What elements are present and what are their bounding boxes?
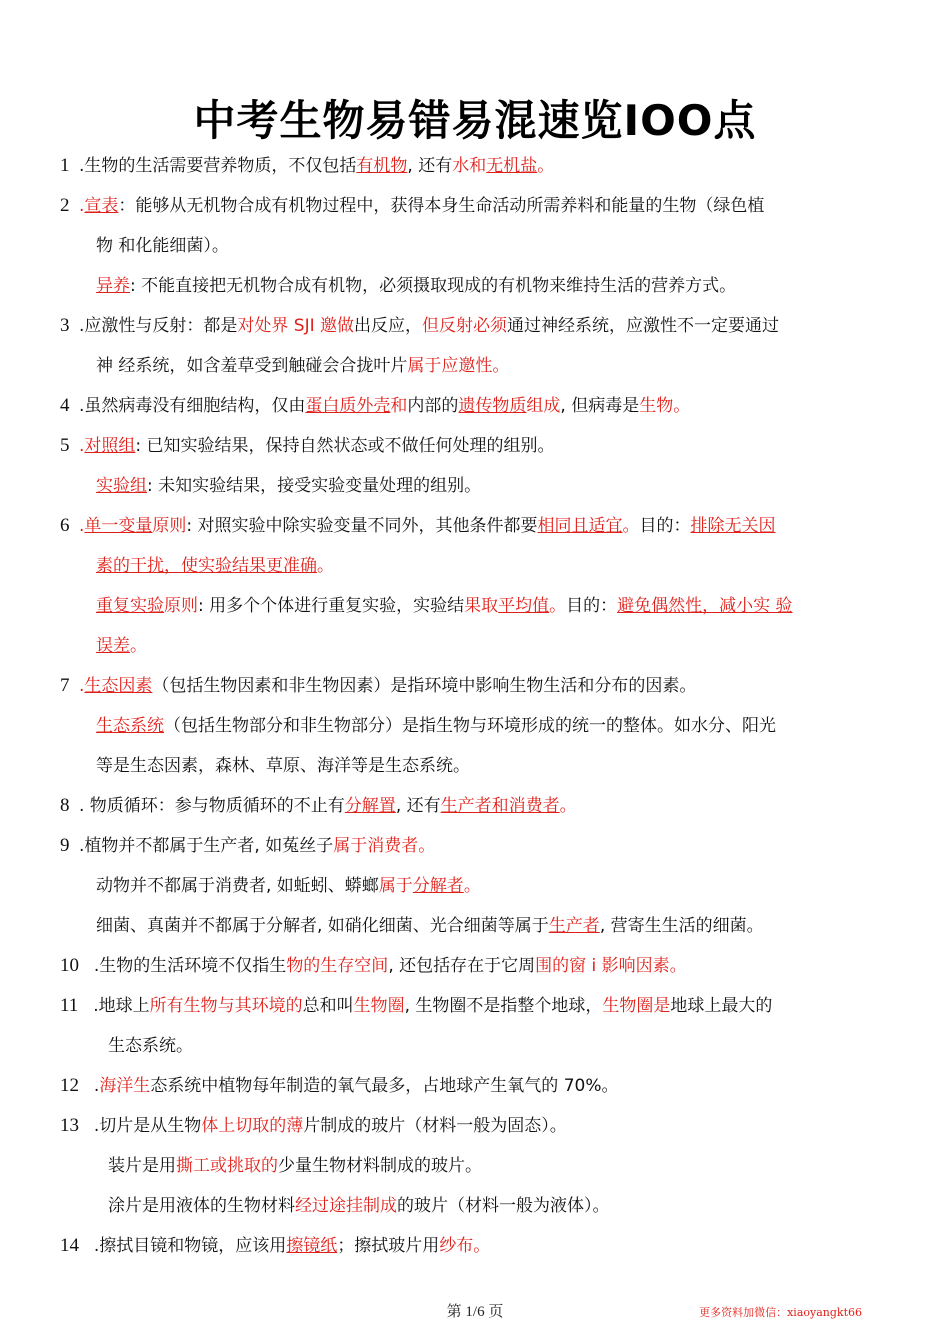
item-number: 10 xyxy=(60,955,89,976)
highlight-text: 属于应邀性。 xyxy=(407,356,510,376)
text-segment: 通过神经系统，应激性不一定要通过 xyxy=(507,316,780,336)
highlight-text: 相同且适宜 xyxy=(537,516,623,536)
text-line xyxy=(60,666,890,706)
text-segment: 涂片是用液体的生物材料 xyxy=(108,1196,295,1216)
item-number: 6 xyxy=(60,515,79,536)
text-line xyxy=(60,706,890,746)
item-number: 4 xyxy=(60,395,79,416)
text-segment: ；擦拭玻片用 xyxy=(337,1236,440,1256)
highlight-text: 水和 xyxy=(452,156,487,176)
text-segment: 片制成的玻片（材料一般为固态）。 xyxy=(303,1116,567,1136)
highlight-text: 对处界 SJI 邀做 xyxy=(237,316,355,336)
text-segment: , 营寄生生活的细菌。 xyxy=(599,916,764,936)
text-segment: , 还有 xyxy=(407,156,453,176)
highlight-text: 。 xyxy=(622,516,640,536)
text-line xyxy=(60,626,890,666)
text-line xyxy=(60,986,890,1026)
highlight-text: 擦镜纸 xyxy=(286,1236,338,1256)
highlight-text: 生态因素 xyxy=(84,676,153,696)
highlight-text: 分解置 xyxy=(344,796,396,816)
highlight-text: 。 xyxy=(317,556,334,576)
highlight-text: 生产者和消费者 xyxy=(440,796,560,816)
text-line xyxy=(60,306,890,346)
item-number: 8 xyxy=(60,795,79,816)
text-segment: : 对照实验中除实验变量不同外，其他条件都要 xyxy=(186,516,538,536)
text-line xyxy=(60,1226,890,1266)
item-number: 2 xyxy=(60,195,79,216)
highlight-text: 但反射必须 xyxy=(422,316,508,336)
text-segment: 动物并不都属于消费者, 如蚯蚓、蟒螂 xyxy=(96,876,379,896)
item-number: 1 xyxy=(60,155,79,176)
highlight-text: 生产者 xyxy=(548,916,600,936)
text-line xyxy=(60,906,890,946)
highlight-text: 生物圈 xyxy=(353,996,405,1016)
text-line xyxy=(60,1146,890,1186)
highlight-text: 遗传物质 xyxy=(458,396,527,416)
highlight-text: 蛋白质外壳 xyxy=(305,396,391,416)
highlight-text: 。 xyxy=(130,636,147,656)
item-number: 14 xyxy=(60,1235,89,1256)
text-segment: : 未知实验结果，接受实验变量处理的组别。 xyxy=(147,476,482,496)
highlight-text: 海洋生 xyxy=(99,1076,151,1096)
text-segment: : 用多个个体进行重复实验，实验结 xyxy=(198,596,465,616)
text-segment: .应激性与反射：都是 xyxy=(79,316,238,336)
text-line xyxy=(60,826,890,866)
item-number: 9 xyxy=(60,835,79,856)
highlight-text: . xyxy=(79,516,85,536)
text-segment: : 已知实验结果，保持自然状态或不做任何处理的组别。 xyxy=(135,436,555,456)
highlight-text: 对照组 xyxy=(84,436,136,456)
page-title: 中考生物易错易混速览IOO点 xyxy=(193,96,757,145)
highlight-text: 经过途挂制成 xyxy=(295,1196,397,1216)
text-segment: 目的： xyxy=(639,516,691,536)
highlight-text: 避免偶然性，减小实 验 xyxy=(617,596,793,616)
document-body xyxy=(60,146,890,1266)
item-number: 5 xyxy=(60,435,79,456)
text-line xyxy=(60,266,890,306)
footer-note: 更多资料加微信：xiaoyangkt66 xyxy=(699,1306,862,1319)
text-segment: 的玻片（材料一般为液体）。 xyxy=(397,1196,610,1216)
text-line xyxy=(60,946,890,986)
text-line xyxy=(60,466,890,506)
text-line xyxy=(60,1186,890,1226)
text-segment: .地球上 xyxy=(87,996,150,1016)
text-line xyxy=(60,506,890,546)
highlight-text: 。 xyxy=(537,156,555,176)
highlight-text: 素的干扰，使实验结果更准确 xyxy=(96,556,317,576)
highlight-text: . xyxy=(79,676,85,696)
text-segment: 内部的 xyxy=(407,396,459,416)
highlight-text: 生物。 xyxy=(639,396,691,416)
highlight-text: . xyxy=(79,196,85,216)
highlight-text: 围的窗 i 影响因素。 xyxy=(535,956,687,976)
highlight-text: 重复实验 xyxy=(96,596,164,616)
highlight-text: 撕工或挑取的 xyxy=(176,1156,278,1176)
text-segment: .生物的生活环境不仅指生 xyxy=(88,956,287,976)
text-segment: .擦拭目镜和物镜，应该用 xyxy=(88,1236,287,1256)
text-segment: （包括生物部分和非生物部分）是指生物与环境形成的统一的整体。如水分、阳光 xyxy=(164,716,776,736)
highlight-text: 无机盐 xyxy=(486,156,538,176)
text-segment: , 但病毒是 xyxy=(560,396,640,416)
highlight-text: 宣表 xyxy=(84,196,119,216)
text-segment: 细菌、真菌并不都属于分解者, 如硝化细菌、光合细菌等属于 xyxy=(96,916,549,936)
highlight-text: 物的生存空间 xyxy=(286,956,389,976)
text-line xyxy=(60,1106,890,1146)
text-line xyxy=(60,1066,890,1106)
highlight-text: 原则 xyxy=(152,516,187,536)
text-segment: , 生物圈不是指整个地球， xyxy=(404,996,603,1016)
text-line xyxy=(60,866,890,906)
text-line xyxy=(60,226,890,266)
highlight-text: 平均值 xyxy=(498,596,550,616)
item-number: 3 xyxy=(60,315,79,336)
text-segment: ：能够从无机物合成有机物过程中，获得本身生命活动所需养料和能量的生物（绿色植 xyxy=(118,196,765,216)
text-segment: 生态系统。 xyxy=(108,1036,193,1056)
text-line xyxy=(60,186,890,226)
text-line xyxy=(60,746,890,786)
highlight-text: 有机物 xyxy=(356,156,408,176)
text-segment: 等是生态因素，森林、草原、海洋等是生态系统。 xyxy=(96,756,470,776)
text-segment: 出反应， xyxy=(354,316,423,336)
highlight-text: 异养 xyxy=(96,276,130,296)
highlight-text: 排除无关因 xyxy=(690,516,776,536)
text-line xyxy=(60,1026,890,1066)
text-line xyxy=(60,346,890,386)
highlight-text: 属于 xyxy=(378,876,413,896)
highlight-text: . xyxy=(79,436,85,456)
highlight-text: 原则 xyxy=(164,596,198,616)
text-line xyxy=(60,586,890,626)
text-line xyxy=(60,426,890,466)
highlight-text: 分解者 xyxy=(412,876,464,896)
text-segment: 总和叫 xyxy=(302,996,354,1016)
highlight-text: 和 xyxy=(390,396,408,416)
text-segment: .虽然病毒没有细胞结构，仅由 xyxy=(79,396,306,416)
text-segment: . 物质循环：参与物质循环的不止有 xyxy=(79,796,345,816)
text-segment: 少量生物材料制成的玻片。 xyxy=(278,1156,482,1176)
text-line xyxy=(60,146,890,186)
page-number: 第 1/6 页 xyxy=(446,1304,504,1320)
highlight-text: 所有生物与其环境的 xyxy=(149,996,303,1016)
highlight-text: 。 xyxy=(463,876,481,896)
highlight-text: 体上切取的薄 xyxy=(201,1116,304,1136)
item-number: 13 xyxy=(60,1115,89,1136)
highlight-text: 误差 xyxy=(96,636,130,656)
highlight-text: 生物圈是 xyxy=(602,996,671,1016)
text-line xyxy=(60,546,890,586)
text-segment: .切片是从生物 xyxy=(88,1116,202,1136)
highlight-text: 实验组 xyxy=(96,476,147,496)
text-line xyxy=(60,786,890,826)
highlight-text: 纱布。 xyxy=(439,1236,491,1256)
text-segment: 装片是用 xyxy=(108,1156,176,1176)
text-segment: 神 经系统，如含羞草受到触碰会合拢叶片 xyxy=(96,356,408,376)
text-line xyxy=(60,386,890,426)
text-segment: , 还包括存在于它周 xyxy=(388,956,536,976)
item-number: 11 xyxy=(60,995,88,1016)
item-number: 7 xyxy=(60,675,79,696)
highlight-text: 组成 xyxy=(526,396,561,416)
text-segment: . xyxy=(88,1076,100,1096)
text-segment: 地球上最大的 xyxy=(670,996,773,1016)
text-segment: （包括生物因素和非生物因素）是指环境中影响生物生活和分布的因素。 xyxy=(152,676,697,696)
text-segment: , 还有 xyxy=(395,796,441,816)
highlight-text: 生态系统 xyxy=(96,716,164,736)
highlight-text: 属于消费者。 xyxy=(333,836,436,856)
highlight-text: 单一变量 xyxy=(84,516,153,536)
highlight-text: 果取 xyxy=(464,596,499,616)
text-segment: : 不能直接把无机物合成有机物，必须摄取现成的有机物来维持生活的营养方式。 xyxy=(130,276,737,296)
highlight-text: 。 xyxy=(549,596,567,616)
item-number: 12 xyxy=(60,1075,89,1096)
text-segment: 物 和化能细菌）。 xyxy=(96,236,229,256)
highlight-text: 。 xyxy=(559,796,577,816)
text-segment: 态系统中植物每年制造的氧气最多，占地球产生氧气的 70%。 xyxy=(150,1076,619,1096)
text-segment: 目的： xyxy=(566,596,618,616)
text-segment: .生物的生活需要营养物质，不仅包括 xyxy=(79,156,357,176)
text-segment: .植物并不都属于生产者, 如菟丝子 xyxy=(79,836,334,856)
